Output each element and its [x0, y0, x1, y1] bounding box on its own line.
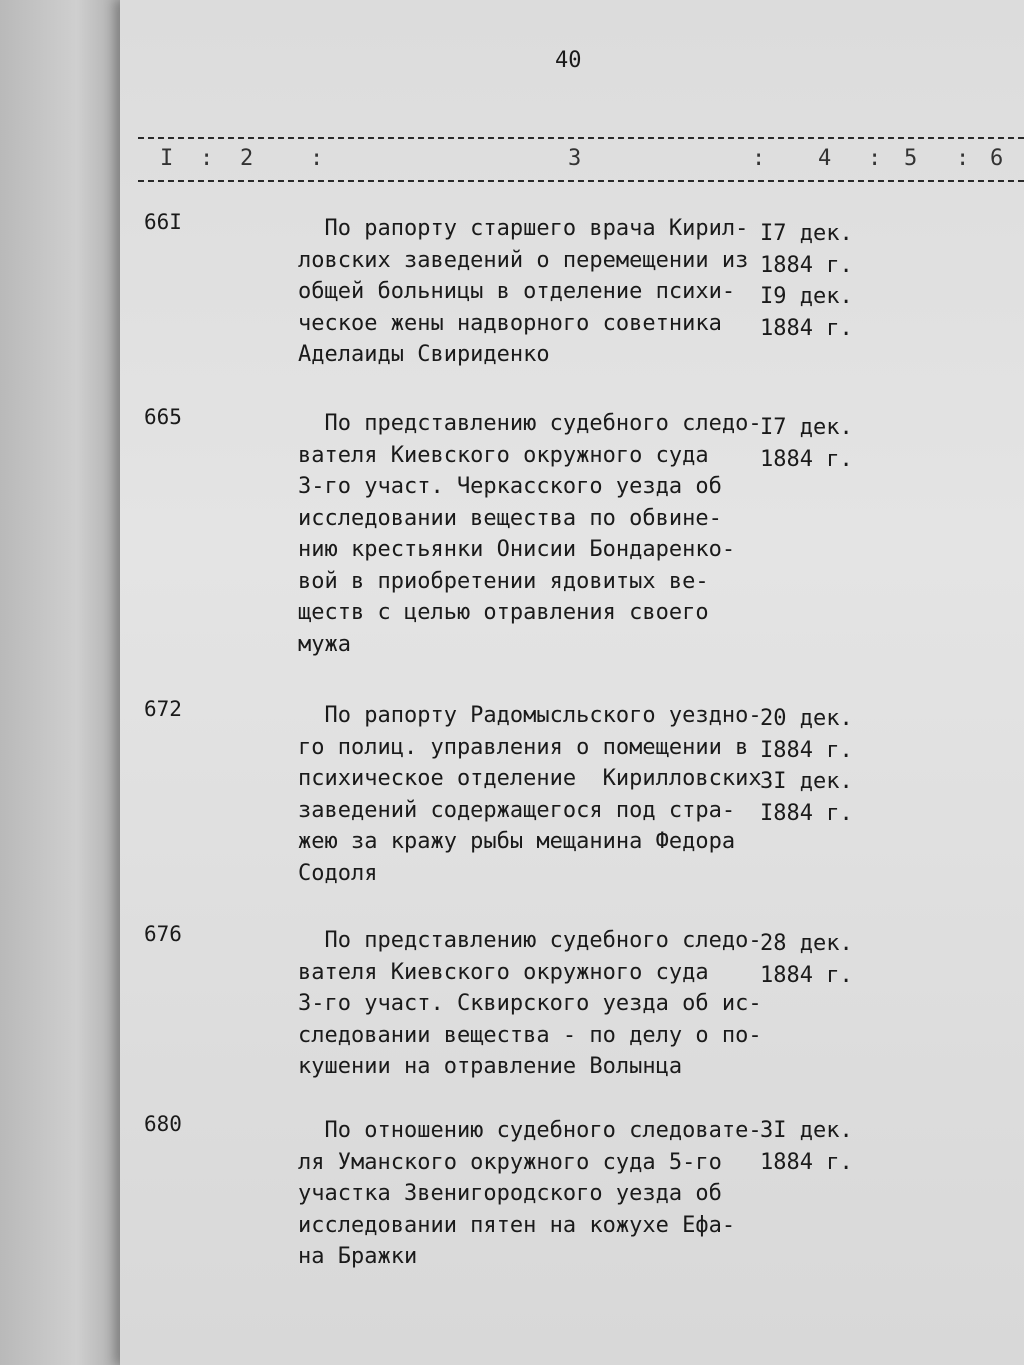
entry-text: [298, 700, 762, 889]
entry-number: 680: [144, 1112, 182, 1136]
entry-dates: [760, 703, 853, 829]
column-header-3: 3: [568, 146, 582, 171]
entry-number: 665: [144, 405, 182, 429]
date-line: I884 г.: [760, 737, 853, 763]
entry-number: 676: [144, 922, 182, 946]
entry-dates: [760, 1115, 853, 1178]
text-line: ля Уманского окружного суда 5-го: [298, 1149, 722, 1175]
text-line: вателя Киевского окружного суда: [298, 442, 709, 468]
column-header-5: 5: [904, 146, 918, 171]
text-line: По представлению судебного следо-: [298, 411, 762, 436]
column-header-1: I: [160, 146, 174, 171]
column-separator: :: [200, 146, 214, 171]
date-line: 1884 г.: [760, 962, 853, 988]
header-rule-top: [138, 137, 1024, 139]
date-line: 1884 г.: [760, 1149, 853, 1175]
text-line: общей больницы в отделение психи-: [298, 279, 736, 304]
page-number: 40: [555, 48, 582, 73]
text-line: По рапорту Радомысльского уездно-: [298, 703, 762, 728]
column-header-2: 2: [240, 146, 254, 171]
text-line: нию крестьянки Онисии Бондаренко-: [298, 537, 736, 562]
text-line: кушении на отравление Волынца: [298, 1054, 683, 1079]
column-header-4: 4: [818, 146, 832, 171]
entry-dates: [760, 928, 853, 991]
date-line: I884 г.: [760, 800, 853, 826]
column-separator: :: [956, 146, 970, 171]
text-line: следовании вещества - по делу о по-: [298, 1022, 762, 1048]
left-page-edge: [0, 0, 128, 1365]
entry-number: 672: [144, 697, 182, 721]
date-line: 1884 г.: [760, 252, 853, 278]
entry-text: [298, 213, 748, 371]
text-line: участка Звенигородского уезда об: [298, 1181, 722, 1206]
text-line: ловских заведений о перемещении из: [298, 247, 749, 273]
text-line: мужа: [298, 631, 351, 657]
entry-dates: [760, 412, 853, 475]
text-line: По представлению судебного следо-: [298, 928, 762, 953]
text-line: на Бражки: [298, 1244, 418, 1269]
column-separator: :: [868, 146, 882, 171]
date-line: 3I дек.: [760, 769, 853, 794]
text-line: го полиц. управления о помещении в: [298, 734, 749, 760]
date-line: 1884 г.: [760, 446, 853, 472]
text-line: Аделаиды Свириденко: [298, 342, 550, 367]
text-line: психическое отделение Кирилловских: [298, 766, 762, 791]
text-line: исследовании пятен на кожухе Ефа-: [298, 1212, 736, 1238]
column-separator: :: [310, 146, 324, 171]
text-line: вой в приобретении ядовитых ве-: [298, 568, 709, 594]
text-line: заведений содержащегося под стра-: [298, 797, 736, 823]
entry-dates: [760, 218, 853, 344]
date-line: 20 дек.: [760, 706, 853, 731]
text-line: жею за кражу рыбы мещанина Федора: [298, 829, 736, 854]
date-line: 28 дек.: [760, 931, 853, 956]
date-line: I7 дек.: [760, 221, 853, 246]
text-line: вателя Киевского окружного суда: [298, 959, 709, 985]
text-line: По отношению судебного следовате-: [298, 1118, 762, 1143]
entry-number: 66I: [144, 210, 182, 234]
text-line: ществ с целью отравления своего: [298, 600, 709, 625]
entry-text: [298, 925, 762, 1083]
entry-text: [298, 408, 762, 660]
text-line: 3-го участ. Черкасского уезда об: [298, 474, 722, 499]
text-line: 3-го участ. Сквирского уезда об ис-: [298, 991, 762, 1016]
date-line: I7 дек.: [760, 415, 853, 440]
date-line: I9 дек.: [760, 284, 853, 309]
text-line: Содоля: [298, 860, 378, 886]
column-separator: :: [752, 146, 766, 171]
column-header-6: 6: [990, 146, 1004, 171]
text-line: ческое жены надворного советника: [298, 310, 722, 336]
date-line: 3I дек.: [760, 1118, 853, 1143]
entry-text: [298, 1115, 762, 1273]
header-rule-bottom: [138, 180, 1024, 182]
date-line: 1884 г.: [760, 315, 853, 341]
text-line: исследовании вещества по обвине-: [298, 505, 722, 531]
text-line: По рапорту старшего врача Кирил-: [298, 216, 749, 241]
